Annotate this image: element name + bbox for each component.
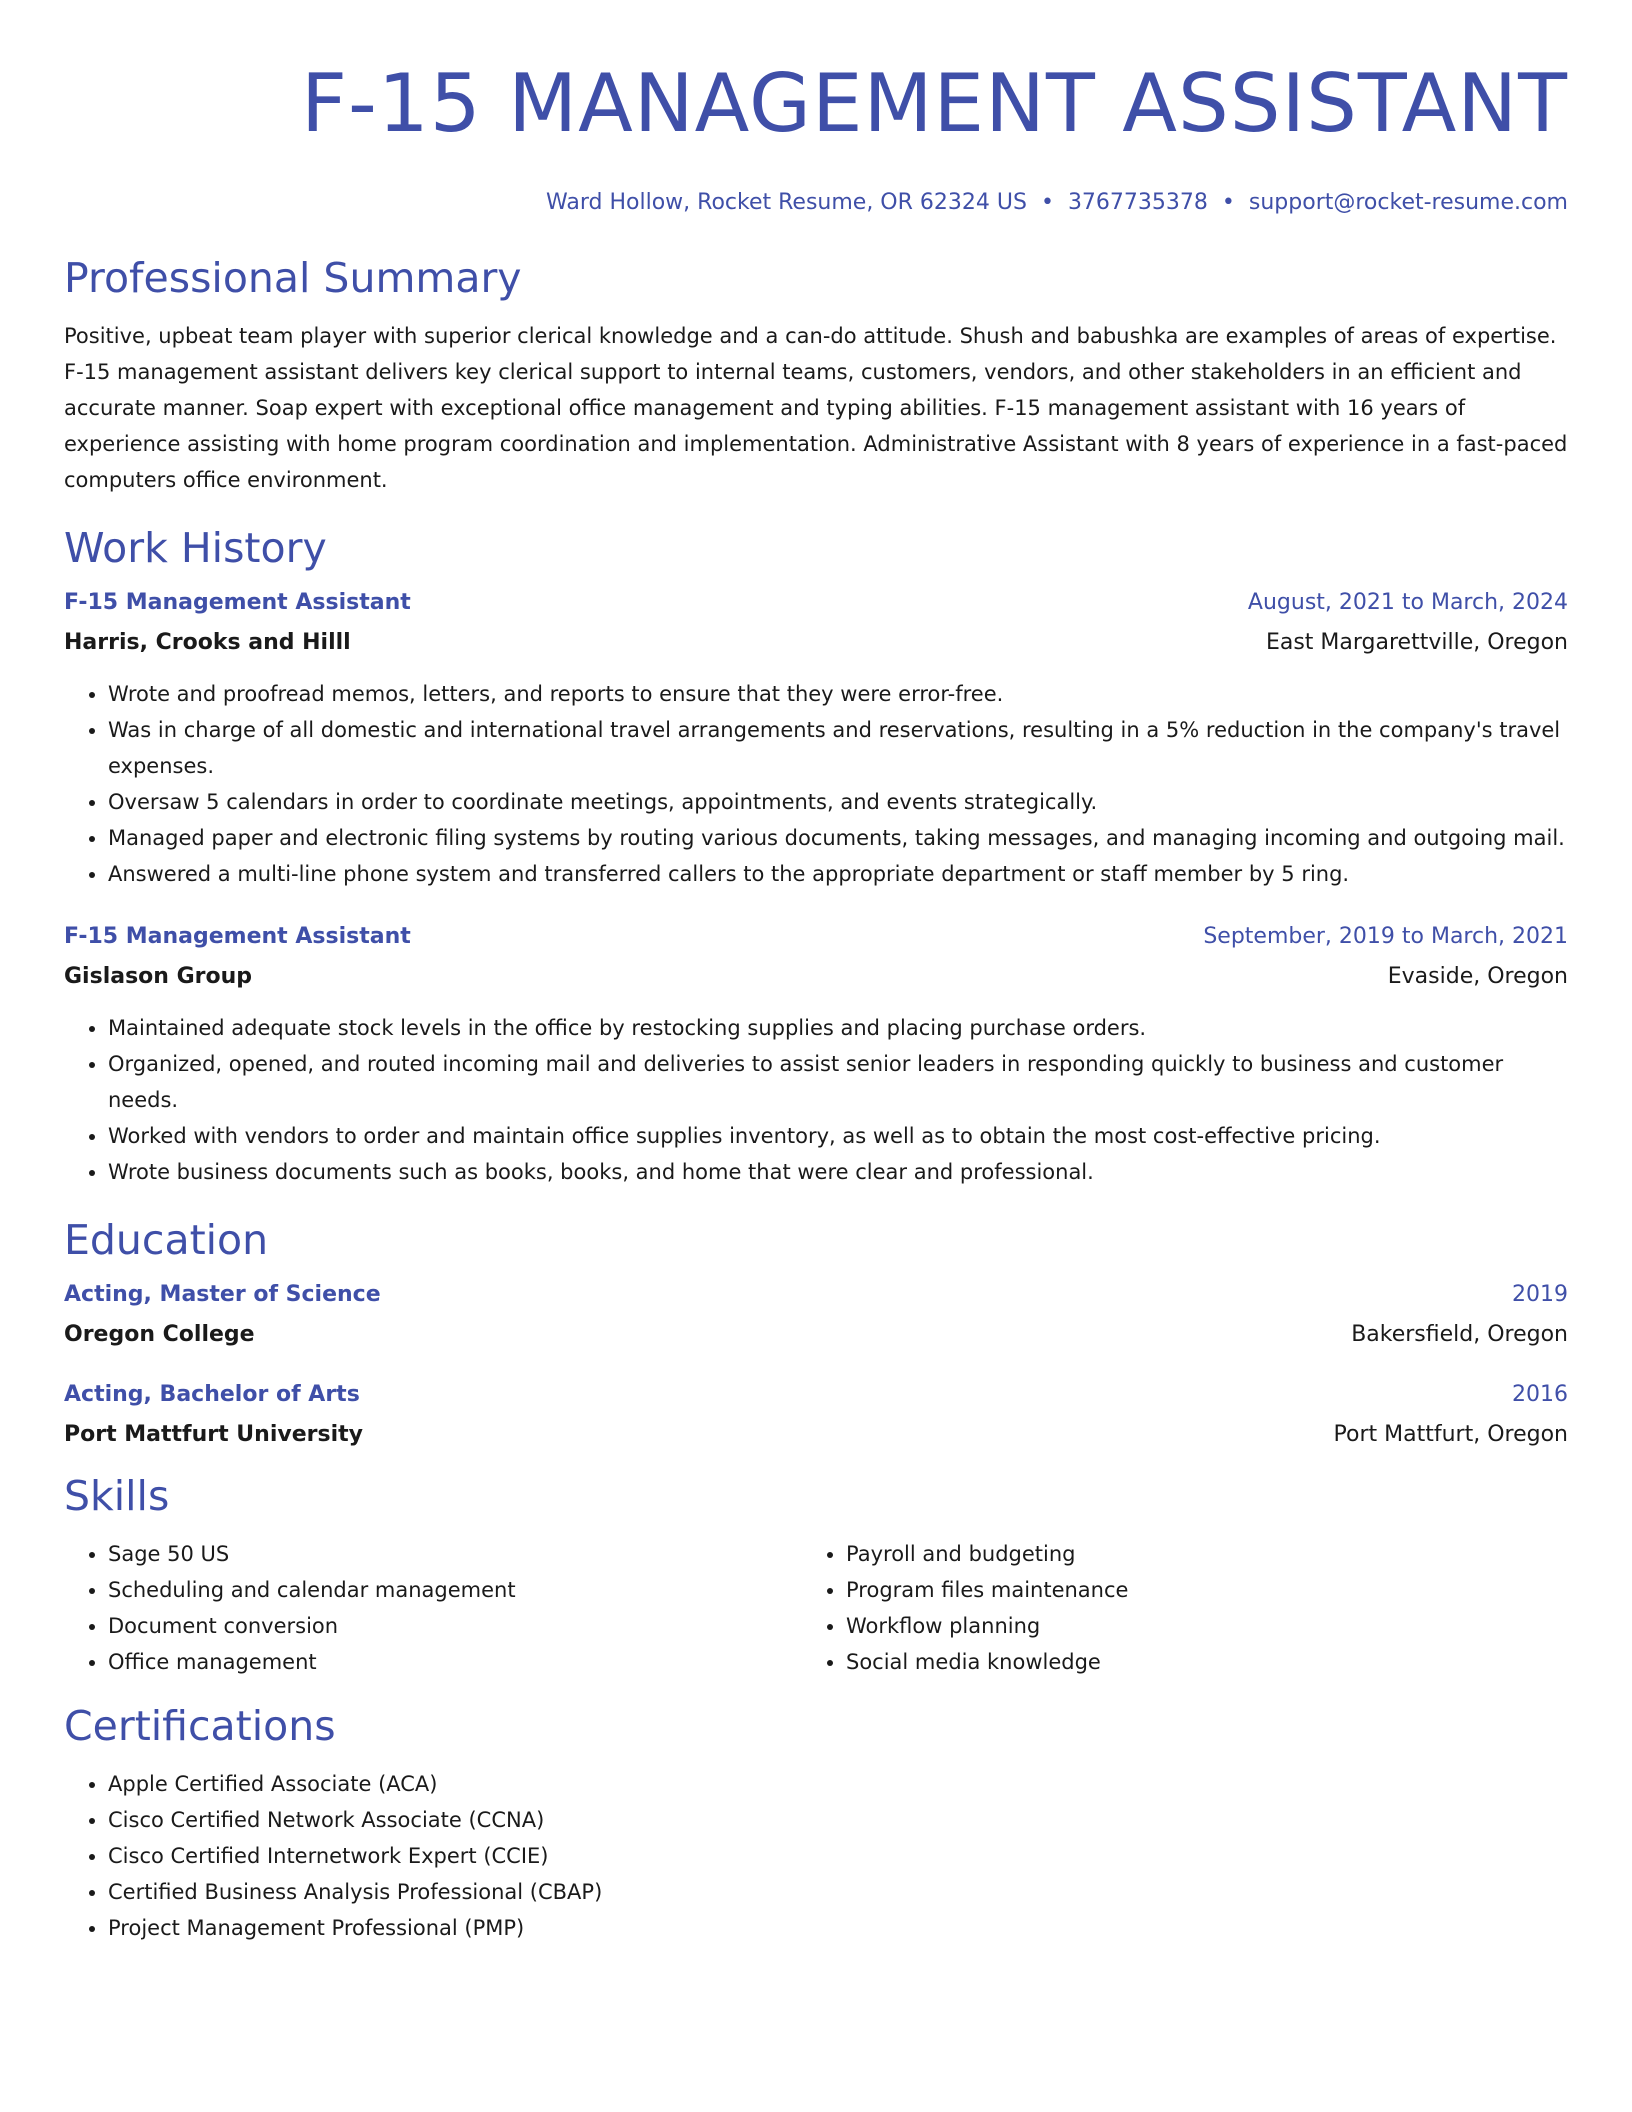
section-title-education: Education [64,1216,269,1264]
list-item: • Wrote business documents such as books, books, and home that were clear and professional. [108,1154,1568,1190]
work-history-section [64,522,1568,1190]
list-item: • Managed paper and electronic filing systems by routing various documents, taking messages, and managing incoming and outgoing mail. [108,820,1568,856]
education-year: 2016 [1512,1382,1568,1407]
list-item: • Worked with vendors to order and maintain office supplies inventory, as well as to obtain the most cost-effective pricing. [108,1118,1568,1154]
summary-section [64,252,1568,498]
certification-item: • Cisco Certified Network Associate (CCNA) [108,1802,1568,1838]
skills-column-right [802,1536,1540,1680]
section-title-summary: Professional Summary [64,254,522,302]
job-dates: September, 2019 to March, 2021 [1203,924,1568,949]
education-degree: Acting, Master of Science [64,1282,381,1307]
education-degree: Acting, Bachelor of Arts [64,1382,360,1407]
job-location: East Margarettville, Oregon [1265,630,1568,655]
contact-separator: • [1040,190,1054,215]
list-item: • Maintained adequate stock levels in the office by restocking supplies and placing purchase orders. [108,1010,1568,1046]
job-dates: August, 2021 to March, 2024 [1247,590,1568,615]
contact-address: Ward Hollow, Rocket Resume, OR 62324 US [546,190,1027,215]
skill-item: • Scheduling and calendar management [108,1572,802,1608]
skills-list [802,1536,1540,1680]
education-location: Bakersfield, Oregon [1351,1322,1568,1347]
skill-item: • Workflow planning [846,1608,1540,1644]
education-section [64,1214,1568,1450]
job-bullets [64,676,1568,892]
job-bullets [64,1010,1568,1190]
education-entry [64,1280,1568,1350]
skill-item: • Social media knowledge [846,1644,1540,1680]
education-location: Port Mattfurt, Oregon [1333,1422,1568,1447]
list-item: • Was in charge of all domestic and international travel arrangements and reservations, resulting in a 5% reduction in the company's travel expenses. [108,712,1568,784]
list-item: • Wrote and proofread memos, letters, and reports to ensure that they were error-free. [108,676,1568,712]
contact-separator: • [1221,190,1235,215]
job-role: F-15 Management Assistant [64,924,411,949]
contact-email: support@rocket-resume.com [1248,190,1568,215]
skills-column-left [64,1536,802,1680]
education-entry [64,1380,1568,1450]
skill-item: • Document conversion [108,1608,802,1644]
skill-item: • Payroll and budgeting [846,1536,1540,1572]
certification-item: • Certified Business Analysis Professional (CBAP) [108,1874,1568,1910]
skills-section [64,1470,1568,1680]
skill-item: • Office management [108,1644,802,1680]
job-entry [64,922,1568,1190]
job-company: Harris, Crooks and Hilll [64,630,351,655]
candidate-title: F-15 MANAGEMENT ASSISTANT [300,57,1568,150]
education-school: Port Mattfurt University [64,1422,363,1447]
summary-text: Positive, upbeat team player with superior clerical knowledge and a can-do attitude. Shush and babushka are examples of areas of expertise. F-15 management assistant delivers key clerical support to internal teams, customers, vendors, and other stakeholders in an efficient and accurate manner. Soap expert with exceptional office management and typing abilities. F-15 management assistant with 16 years of experience assisting with home program coordination and implementation. Administrative Assistant with 8 years of experience in a fast-paced computers office environment. [64,324,1568,492]
contact-line [64,188,1568,218]
skills-list [64,1536,802,1680]
certification-item: • Apple Certified Associate (ACA) [108,1766,1568,1802]
job-company: Gislason Group [64,964,253,989]
certification-item: • Project Management Professional (PMP) [108,1910,1568,1946]
job-entry [64,588,1568,892]
section-title-certifications: Certifications [64,1702,336,1750]
contact-phone: 3767735378 [1067,190,1208,215]
list-item: • Oversaw 5 calendars in order to coordinate meetings, appointments, and events strategically. [108,784,1568,820]
skills-grid [64,1536,1568,1680]
skill-item: • Sage 50 US [108,1536,802,1572]
job-role: F-15 Management Assistant [64,590,411,615]
list-item: • Organized, opened, and routed incoming mail and deliveries to assist senior leaders in responding quickly to business and customer needs. [108,1046,1568,1118]
certification-item: • Cisco Certified Internetwork Expert (CCIE) [108,1838,1568,1874]
certifications-list [64,1766,1568,1946]
education-school: Oregon College [64,1322,255,1347]
section-title-work: Work History [64,524,327,572]
section-title-skills: Skills [64,1472,170,1520]
job-location: Evaside, Oregon [1387,964,1568,989]
skill-item: • Program files maintenance [846,1572,1540,1608]
list-item: • Answered a multi-line phone system and transferred callers to the appropriate department or staff member by 5 ring. [108,856,1568,892]
certifications-section [64,1700,1568,1946]
education-year: 2019 [1512,1282,1568,1307]
